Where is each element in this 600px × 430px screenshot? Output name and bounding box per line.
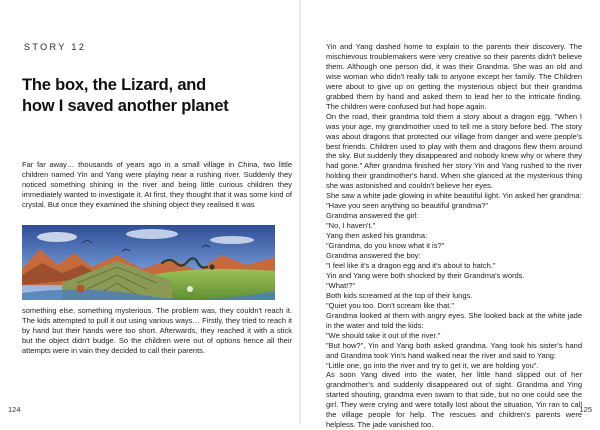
dragon-head [209,264,214,269]
cloud [37,232,77,242]
story-title [22,75,292,117]
paragraph: "Little one, go into the river and try to get it, we are holding you". [326,360,539,370]
jade-glow [187,286,193,292]
page-number-left: 124 [8,405,21,414]
paragraph: She saw a white jade glowing in white beautiful light. Yin asked her grandma: [326,191,582,201]
paragraph: Grandma answered the girl: [326,211,419,221]
paragraph: On the road, their grandma told them a story about a dragon egg. "When I was your age, my grandmother used to tell me a story before bed. The story was about dragons that protected our village from danger and were people's best friends. Children used to play with them and dragons flew them around the sky. But suddenly they disappeared and nobody knew why or where they had gone." After grandma finished her story Yin and Yang rushed to the river holding their grandmother's hand. When she glanced at the mysterious thing she was astonished and couldn't believe her eyes. [326,111,582,191]
paragraph: Yang then asked his grandma: [326,231,428,241]
right-page-text [326,42,582,430]
lizard-figure [77,285,84,292]
paragraph: Yin and Yang were both shocked by their Grandma's words. [326,270,525,280]
paragraph: "Grandma, do you know what it is?" [326,241,445,251]
intro-paragraph: Far far away… thousands of years ago in a small village in China, two little children named Yin and Yang were playing near a rushing river. Suddenly they noticed something shining in the river and being little curious children they immediately wanted to investigate it. At first, they thought that it was some kind of crystal. But once they examined the shining object they realised it was [22,160,292,210]
title-line-2: how I saved another planet [22,97,229,115]
continuation-paragraph: something else, something mysterious. The problem was, they couldn't reach it. The kids attempted to pull it out using various ways… Firstly, they tried to reach it by hand but their hands were too short. Afterwards, they reached it with a stick but the object didn't budge. So the children were out of options hence all their attempts were in vain they decided to call their parents. [22,306,292,356]
paragraph: Grandma looked at them with angry eyes. She looked back at the white jade in the water and told the kids: [326,310,582,330]
paragraph: "Have you seen anything so beautiful grandma?" [326,201,489,211]
paragraph: Yin and Yang dashed home to explain to the parents their discovery. The mischievous troublemakers were very creative so their parents didn't believe them. Although one person did, it was their Grandma. She was an old and wise woman who didn't really talk to anyone except her family. The Children were about to give up on getting the mysterious object but their grandma grabbed them by hand and asked them to lead her to the intricate finding. The children were confused but had hope again. [326,42,582,111]
page-number-right: 125 [579,405,592,414]
title-line-1: The box, the Lizard, and [22,76,207,94]
story-label: STORY 12 [24,42,87,52]
paragraph: Grandma answered the boy: [326,251,421,261]
paragraph: "What!?" [326,280,356,290]
paragraph: "I feel like it's a dragon egg and it's about to hatch." [326,260,496,270]
book-gutter [299,0,301,424]
story-illustration [22,225,275,300]
paragraph: "We should take it out of the river." [326,330,441,340]
paragraph: "No, I haven't." [326,221,376,231]
paragraph: As soon Yang dived into the water, her little hand slipped out of her grandmother's and suddenly disappeared out of sight. Grandma and Ying started shouting, grandma even swam to that side, but no one could see the girl. They were crying and were totally lost about the situation, Yin ran to call the village people for help. The rescues and children's parents were helpless. The jade vanished too. [326,370,582,430]
cloud [126,229,178,239]
paragraph: "Quiet you too. Don't scream like that." [326,300,455,310]
paragraph: "But how?", Yin and Yang both asked grandma. Yang took his sister's hand and Grandma took Yin's hand walked near the river and said to Yang: [326,340,582,360]
cloud [210,236,254,244]
paragraph: Both kids screamed at the top of their lungs. [326,290,473,300]
